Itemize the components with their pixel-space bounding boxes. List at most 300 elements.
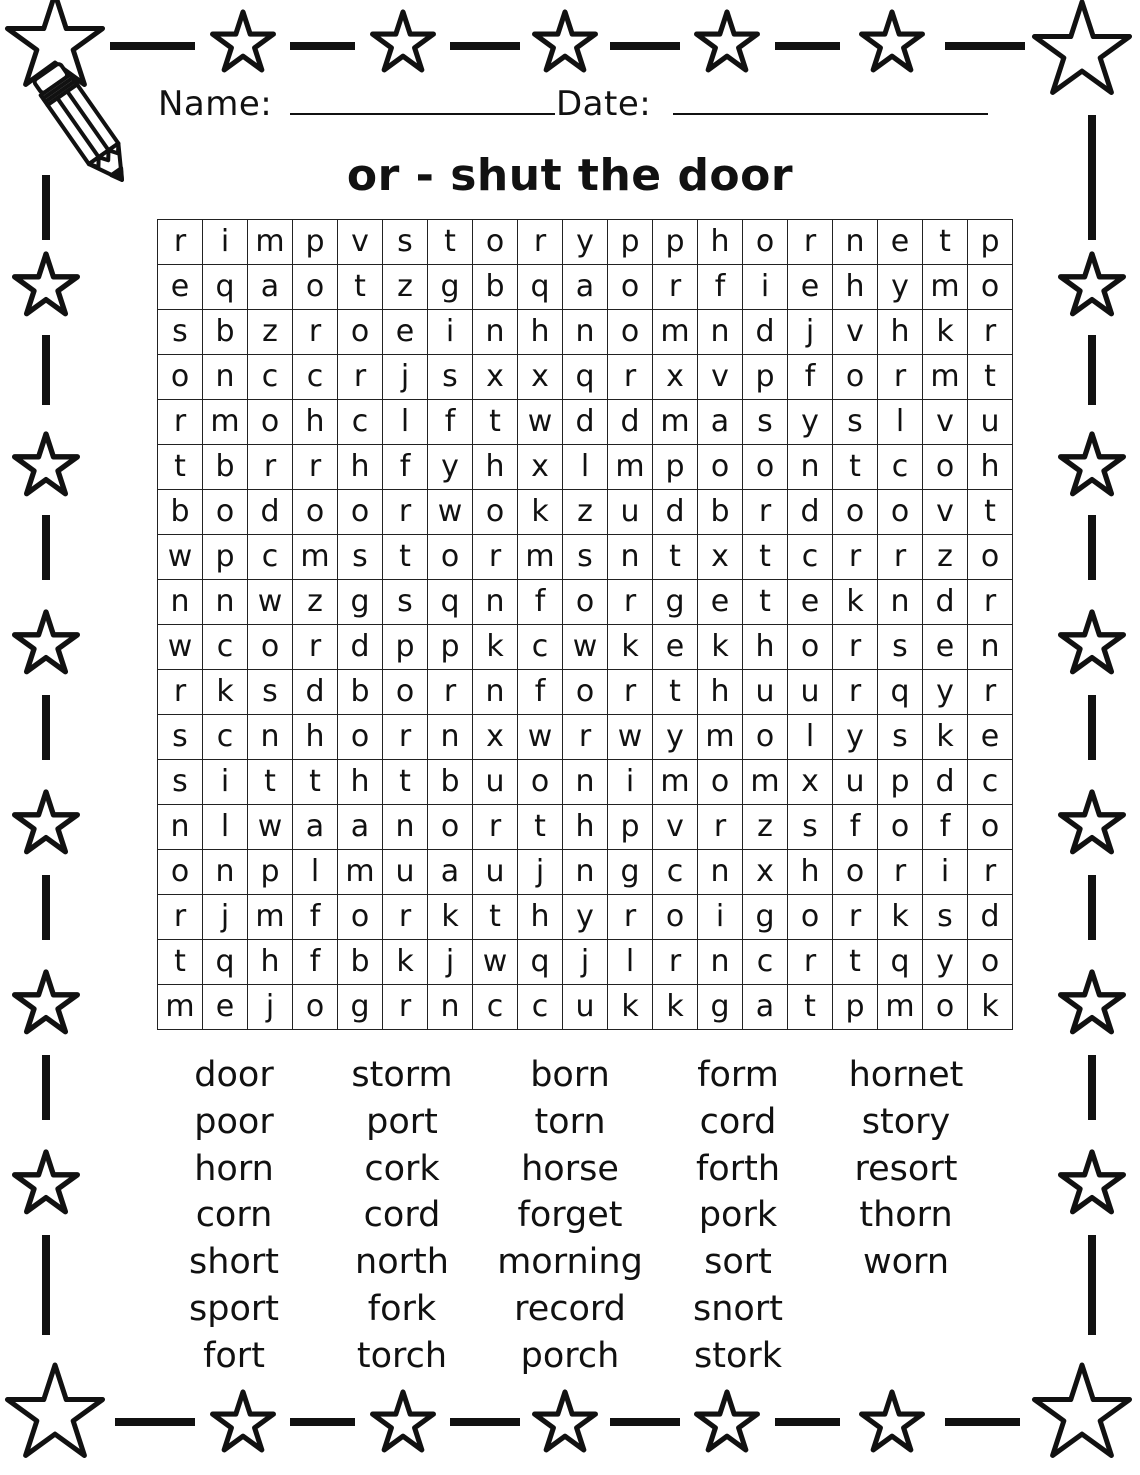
grid-cell[interactable]: a bbox=[743, 985, 788, 1030]
grid-cell[interactable]: w bbox=[563, 625, 608, 670]
grid-cell[interactable]: e bbox=[383, 310, 428, 355]
grid-cell[interactable]: n bbox=[608, 535, 653, 580]
grid-cell[interactable]: o bbox=[293, 985, 338, 1030]
grid-cell[interactable]: z bbox=[248, 310, 293, 355]
grid-cell[interactable]: f bbox=[923, 805, 968, 850]
grid-cell[interactable]: b bbox=[698, 490, 743, 535]
grid-cell[interactable]: r bbox=[158, 220, 203, 265]
grid-cell[interactable]: t bbox=[383, 535, 428, 580]
grid-cell[interactable]: r bbox=[833, 535, 878, 580]
grid-cell[interactable]: h bbox=[293, 715, 338, 760]
grid-cell[interactable]: o bbox=[968, 265, 1013, 310]
grid-cell[interactable]: o bbox=[878, 805, 923, 850]
grid-cell[interactable]: o bbox=[158, 850, 203, 895]
grid-cell[interactable]: k bbox=[428, 895, 473, 940]
grid-cell[interactable]: n bbox=[878, 580, 923, 625]
grid-cell[interactable]: d bbox=[653, 490, 698, 535]
grid-cell[interactable]: t bbox=[248, 760, 293, 805]
grid-cell[interactable]: y bbox=[653, 715, 698, 760]
grid-cell[interactable]: l bbox=[383, 400, 428, 445]
grid-cell[interactable]: o bbox=[473, 220, 518, 265]
grid-cell[interactable]: t bbox=[653, 535, 698, 580]
grid-cell[interactable]: u bbox=[743, 670, 788, 715]
grid-cell[interactable]: o bbox=[293, 265, 338, 310]
grid-cell[interactable]: t bbox=[968, 355, 1013, 400]
grid-cell[interactable]: o bbox=[968, 535, 1013, 580]
grid-cell[interactable]: p bbox=[653, 220, 698, 265]
grid-cell[interactable]: x bbox=[788, 760, 833, 805]
grid-cell[interactable]: s bbox=[338, 535, 383, 580]
grid-cell[interactable]: c bbox=[203, 715, 248, 760]
grid-cell[interactable]: y bbox=[428, 445, 473, 490]
grid-cell[interactable]: r bbox=[833, 895, 878, 940]
grid-cell[interactable]: t bbox=[833, 445, 878, 490]
grid-cell[interactable]: g bbox=[743, 895, 788, 940]
grid-cell[interactable]: f bbox=[518, 580, 563, 625]
grid-cell[interactable]: s bbox=[158, 310, 203, 355]
grid-cell[interactable]: s bbox=[743, 400, 788, 445]
grid-cell[interactable]: r bbox=[608, 580, 653, 625]
grid-cell[interactable]: q bbox=[518, 265, 563, 310]
grid-cell[interactable]: r bbox=[473, 535, 518, 580]
grid-cell[interactable]: k bbox=[968, 985, 1013, 1030]
grid-cell[interactable]: n bbox=[563, 760, 608, 805]
grid-cell[interactable]: u bbox=[563, 985, 608, 1030]
grid-cell[interactable]: k bbox=[608, 625, 653, 670]
grid-cell[interactable]: d bbox=[923, 580, 968, 625]
grid-cell[interactable]: r bbox=[563, 715, 608, 760]
grid-cell[interactable]: c bbox=[473, 985, 518, 1030]
grid-cell[interactable]: o bbox=[428, 535, 473, 580]
grid-cell[interactable]: m bbox=[518, 535, 563, 580]
grid-cell[interactable]: c bbox=[878, 445, 923, 490]
grid-cell[interactable]: f bbox=[518, 670, 563, 715]
grid-cell[interactable]: k bbox=[473, 625, 518, 670]
grid-cell[interactable]: h bbox=[698, 670, 743, 715]
grid-cell[interactable]: v bbox=[653, 805, 698, 850]
grid-cell[interactable]: n bbox=[158, 805, 203, 850]
grid-cell[interactable]: o bbox=[338, 310, 383, 355]
grid-cell[interactable]: d bbox=[248, 490, 293, 535]
grid-cell[interactable]: u bbox=[473, 850, 518, 895]
grid-cell[interactable]: n bbox=[698, 940, 743, 985]
grid-cell[interactable]: q bbox=[878, 670, 923, 715]
grid-cell[interactable]: x bbox=[473, 355, 518, 400]
grid-cell[interactable]: n bbox=[788, 445, 833, 490]
grid-cell[interactable]: o bbox=[608, 310, 653, 355]
grid-cell[interactable]: j bbox=[428, 940, 473, 985]
grid-cell[interactable]: c bbox=[743, 940, 788, 985]
grid-cell[interactable]: i bbox=[428, 310, 473, 355]
grid-cell[interactable]: g bbox=[338, 985, 383, 1030]
grid-cell[interactable]: a bbox=[338, 805, 383, 850]
grid-cell[interactable]: u bbox=[608, 490, 653, 535]
grid-cell[interactable]: t bbox=[293, 760, 338, 805]
grid-cell[interactable]: g bbox=[653, 580, 698, 625]
grid-cell[interactable]: y bbox=[563, 220, 608, 265]
grid-cell[interactable]: e bbox=[158, 265, 203, 310]
grid-cell[interactable]: r bbox=[833, 670, 878, 715]
grid-cell[interactable]: h bbox=[473, 445, 518, 490]
grid-cell[interactable]: a bbox=[248, 265, 293, 310]
grid-cell[interactable]: p bbox=[203, 535, 248, 580]
grid-cell[interactable]: i bbox=[203, 760, 248, 805]
grid-cell[interactable]: n bbox=[158, 580, 203, 625]
grid-cell[interactable]: t bbox=[743, 580, 788, 625]
grid-cell[interactable]: o bbox=[158, 355, 203, 400]
grid-cell[interactable]: m bbox=[653, 310, 698, 355]
grid-cell[interactable]: c bbox=[293, 355, 338, 400]
grid-cell[interactable]: u bbox=[833, 760, 878, 805]
grid-cell[interactable]: y bbox=[923, 670, 968, 715]
grid-cell[interactable]: o bbox=[248, 625, 293, 670]
grid-cell[interactable]: m bbox=[653, 760, 698, 805]
grid-cell[interactable]: n bbox=[428, 715, 473, 760]
grid-cell[interactable]: m bbox=[698, 715, 743, 760]
grid-cell[interactable]: a bbox=[563, 265, 608, 310]
grid-cell[interactable]: s bbox=[158, 715, 203, 760]
grid-cell[interactable]: r bbox=[833, 625, 878, 670]
grid-cell[interactable]: z bbox=[743, 805, 788, 850]
grid-cell[interactable]: b bbox=[473, 265, 518, 310]
grid-cell[interactable]: h bbox=[338, 445, 383, 490]
grid-cell[interactable]: w bbox=[158, 535, 203, 580]
grid-cell[interactable]: o bbox=[968, 805, 1013, 850]
grid-cell[interactable]: r bbox=[158, 670, 203, 715]
grid-cell[interactable]: t bbox=[473, 895, 518, 940]
grid-cell[interactable]: o bbox=[248, 400, 293, 445]
grid-cell[interactable]: t bbox=[428, 220, 473, 265]
grid-cell[interactable]: w bbox=[518, 715, 563, 760]
grid-cell[interactable]: d bbox=[608, 400, 653, 445]
grid-cell[interactable]: b bbox=[203, 445, 248, 490]
grid-cell[interactable]: l bbox=[203, 805, 248, 850]
date-field[interactable] bbox=[556, 82, 988, 126]
grid-cell[interactable]: o bbox=[518, 760, 563, 805]
grid-cell[interactable]: r bbox=[743, 490, 788, 535]
grid-cell[interactable]: r bbox=[158, 400, 203, 445]
grid-cell[interactable]: o bbox=[833, 850, 878, 895]
grid-cell[interactable]: o bbox=[833, 355, 878, 400]
grid-cell[interactable]: e bbox=[968, 715, 1013, 760]
grid-cell[interactable]: d bbox=[743, 310, 788, 355]
grid-cell[interactable]: f bbox=[293, 940, 338, 985]
grid-cell[interactable]: h bbox=[338, 760, 383, 805]
grid-cell[interactable]: b bbox=[158, 490, 203, 535]
grid-cell[interactable]: g bbox=[698, 985, 743, 1030]
name-blank-line[interactable] bbox=[290, 83, 555, 115]
grid-cell[interactable]: n bbox=[833, 220, 878, 265]
grid-cell[interactable]: d bbox=[788, 490, 833, 535]
grid-cell[interactable]: b bbox=[203, 310, 248, 355]
grid-cell[interactable]: p bbox=[383, 625, 428, 670]
grid-cell[interactable]: n bbox=[428, 985, 473, 1030]
grid-cell[interactable]: p bbox=[608, 805, 653, 850]
grid-cell[interactable]: o bbox=[338, 895, 383, 940]
grid-cell[interactable]: w bbox=[518, 400, 563, 445]
grid-cell[interactable]: a bbox=[698, 400, 743, 445]
grid-cell[interactable]: m bbox=[158, 985, 203, 1030]
grid-cell[interactable]: c bbox=[518, 985, 563, 1030]
grid-cell[interactable]: l bbox=[608, 940, 653, 985]
grid-cell[interactable]: r bbox=[248, 445, 293, 490]
grid-cell[interactable]: y bbox=[563, 895, 608, 940]
grid-cell[interactable]: o bbox=[608, 265, 653, 310]
grid-cell[interactable]: m bbox=[338, 850, 383, 895]
grid-cell[interactable]: r bbox=[968, 310, 1013, 355]
grid-cell[interactable]: o bbox=[743, 715, 788, 760]
grid-cell[interactable]: k bbox=[383, 940, 428, 985]
grid-cell[interactable]: h bbox=[518, 895, 563, 940]
grid-cell[interactable]: w bbox=[158, 625, 203, 670]
grid-cell[interactable]: o bbox=[428, 805, 473, 850]
grid-cell[interactable]: i bbox=[608, 760, 653, 805]
grid-cell[interactable]: r bbox=[293, 310, 338, 355]
grid-cell[interactable]: e bbox=[878, 220, 923, 265]
grid-cell[interactable]: r bbox=[968, 670, 1013, 715]
grid-cell[interactable]: h bbox=[563, 805, 608, 850]
grid-cell[interactable]: u bbox=[788, 670, 833, 715]
grid-cell[interactable]: t bbox=[158, 940, 203, 985]
grid-cell[interactable]: r bbox=[698, 805, 743, 850]
grid-cell[interactable]: s bbox=[878, 715, 923, 760]
grid-cell[interactable]: n bbox=[203, 580, 248, 625]
grid-cell[interactable]: e bbox=[788, 265, 833, 310]
name-field[interactable] bbox=[158, 82, 555, 126]
grid-cell[interactable]: e bbox=[698, 580, 743, 625]
grid-cell[interactable]: l bbox=[293, 850, 338, 895]
grid-cell[interactable]: h bbox=[878, 310, 923, 355]
grid-cell[interactable]: k bbox=[698, 625, 743, 670]
grid-cell[interactable]: n bbox=[968, 625, 1013, 670]
grid-cell[interactable]: n bbox=[473, 670, 518, 715]
grid-cell[interactable]: j bbox=[383, 355, 428, 400]
grid-cell[interactable]: o bbox=[338, 715, 383, 760]
grid-cell[interactable]: v bbox=[833, 310, 878, 355]
grid-cell[interactable]: p bbox=[743, 355, 788, 400]
grid-cell[interactable]: n bbox=[563, 850, 608, 895]
grid-cell[interactable]: c bbox=[788, 535, 833, 580]
grid-cell[interactable]: r bbox=[608, 670, 653, 715]
grid-cell[interactable]: b bbox=[338, 670, 383, 715]
grid-cell[interactable]: y bbox=[788, 400, 833, 445]
grid-cell[interactable]: f bbox=[833, 805, 878, 850]
grid-cell[interactable]: m bbox=[608, 445, 653, 490]
grid-cell[interactable]: r bbox=[428, 670, 473, 715]
grid-cell[interactable]: s bbox=[563, 535, 608, 580]
grid-cell[interactable]: p bbox=[293, 220, 338, 265]
grid-cell[interactable]: m bbox=[923, 265, 968, 310]
grid-cell[interactable]: l bbox=[788, 715, 833, 760]
grid-cell[interactable]: s bbox=[158, 760, 203, 805]
grid-cell[interactable]: j bbox=[788, 310, 833, 355]
grid-cell[interactable]: h bbox=[833, 265, 878, 310]
grid-cell[interactable]: s bbox=[383, 220, 428, 265]
grid-cell[interactable]: k bbox=[203, 670, 248, 715]
grid-cell[interactable]: q bbox=[518, 940, 563, 985]
grid-cell[interactable]: h bbox=[293, 400, 338, 445]
grid-cell[interactable]: z bbox=[563, 490, 608, 535]
grid-cell[interactable]: y bbox=[878, 265, 923, 310]
grid-cell[interactable]: m bbox=[293, 535, 338, 580]
grid-cell[interactable]: k bbox=[608, 985, 653, 1030]
grid-cell[interactable]: o bbox=[293, 490, 338, 535]
grid-cell[interactable]: m bbox=[743, 760, 788, 805]
grid-cell[interactable]: y bbox=[923, 940, 968, 985]
grid-cell[interactable]: w bbox=[248, 805, 293, 850]
grid-cell[interactable]: f bbox=[788, 355, 833, 400]
grid-cell[interactable]: b bbox=[428, 760, 473, 805]
grid-cell[interactable]: t bbox=[788, 985, 833, 1030]
grid-cell[interactable]: c bbox=[338, 400, 383, 445]
grid-cell[interactable]: p bbox=[248, 850, 293, 895]
grid-cell[interactable]: o bbox=[923, 445, 968, 490]
grid-cell[interactable]: r bbox=[608, 895, 653, 940]
grid-cell[interactable]: s bbox=[923, 895, 968, 940]
grid-cell[interactable]: r bbox=[968, 850, 1013, 895]
grid-cell[interactable]: r bbox=[158, 895, 203, 940]
grid-cell[interactable]: j bbox=[563, 940, 608, 985]
grid-cell[interactable]: k bbox=[923, 310, 968, 355]
grid-cell[interactable]: x bbox=[473, 715, 518, 760]
grid-cell[interactable]: s bbox=[878, 625, 923, 670]
grid-cell[interactable]: f bbox=[698, 265, 743, 310]
grid-cell[interactable]: u bbox=[968, 400, 1013, 445]
grid-cell[interactable]: l bbox=[878, 400, 923, 445]
grid-cell[interactable]: j bbox=[248, 985, 293, 1030]
grid-cell[interactable]: u bbox=[383, 850, 428, 895]
grid-cell[interactable]: r bbox=[788, 940, 833, 985]
grid-cell[interactable]: w bbox=[473, 940, 518, 985]
grid-cell[interactable]: c bbox=[203, 625, 248, 670]
grid-cell[interactable]: k bbox=[518, 490, 563, 535]
grid-cell[interactable]: o bbox=[563, 670, 608, 715]
grid-cell[interactable]: o bbox=[833, 490, 878, 535]
grid-cell[interactable]: v bbox=[338, 220, 383, 265]
grid-cell[interactable]: r bbox=[383, 985, 428, 1030]
grid-cell[interactable]: i bbox=[698, 895, 743, 940]
grid-cell[interactable]: o bbox=[698, 760, 743, 805]
grid-cell[interactable]: x bbox=[518, 355, 563, 400]
grid-cell[interactable]: y bbox=[833, 715, 878, 760]
grid-cell[interactable]: g bbox=[428, 265, 473, 310]
grid-cell[interactable]: t bbox=[743, 535, 788, 580]
grid-cell[interactable]: s bbox=[383, 580, 428, 625]
grid-cell[interactable]: d bbox=[923, 760, 968, 805]
grid-cell[interactable]: j bbox=[203, 895, 248, 940]
grid-cell[interactable]: s bbox=[833, 400, 878, 445]
grid-cell[interactable]: q bbox=[203, 940, 248, 985]
grid-cell[interactable]: p bbox=[653, 445, 698, 490]
grid-cell[interactable]: f bbox=[428, 400, 473, 445]
grid-cell[interactable]: t bbox=[158, 445, 203, 490]
grid-cell[interactable]: t bbox=[518, 805, 563, 850]
grid-cell[interactable]: h bbox=[788, 850, 833, 895]
grid-cell[interactable]: m bbox=[653, 400, 698, 445]
grid-cell[interactable]: p bbox=[428, 625, 473, 670]
grid-cell[interactable]: n bbox=[698, 310, 743, 355]
grid-cell[interactable]: r bbox=[383, 490, 428, 535]
grid-cell[interactable]: n bbox=[563, 310, 608, 355]
date-blank-line[interactable] bbox=[673, 83, 988, 115]
grid-cell[interactable]: q bbox=[203, 265, 248, 310]
grid-cell[interactable]: o bbox=[203, 490, 248, 535]
grid-cell[interactable]: h bbox=[698, 220, 743, 265]
grid-cell[interactable]: c bbox=[653, 850, 698, 895]
grid-cell[interactable]: s bbox=[248, 670, 293, 715]
grid-cell[interactable]: r bbox=[968, 580, 1013, 625]
grid-cell[interactable]: i bbox=[203, 220, 248, 265]
grid-cell[interactable]: e bbox=[788, 580, 833, 625]
grid-cell[interactable]: e bbox=[203, 985, 248, 1030]
grid-cell[interactable]: p bbox=[833, 985, 878, 1030]
grid-cell[interactable]: r bbox=[518, 220, 563, 265]
grid-cell[interactable]: p bbox=[968, 220, 1013, 265]
grid-cell[interactable]: n bbox=[383, 805, 428, 850]
grid-cell[interactable]: c bbox=[248, 355, 293, 400]
grid-cell[interactable]: c bbox=[518, 625, 563, 670]
grid-cell[interactable]: c bbox=[248, 535, 293, 580]
grid-cell[interactable]: k bbox=[653, 985, 698, 1030]
grid-cell[interactable]: r bbox=[293, 625, 338, 670]
grid-cell[interactable]: r bbox=[653, 265, 698, 310]
grid-cell[interactable]: q bbox=[878, 940, 923, 985]
grid-cell[interactable]: r bbox=[383, 715, 428, 760]
grid-cell[interactable]: q bbox=[563, 355, 608, 400]
grid-cell[interactable]: x bbox=[518, 445, 563, 490]
grid-cell[interactable]: w bbox=[428, 490, 473, 535]
grid-cell[interactable]: n bbox=[203, 355, 248, 400]
grid-cell[interactable]: z bbox=[383, 265, 428, 310]
grid-cell[interactable]: v bbox=[698, 355, 743, 400]
grid-cell[interactable]: r bbox=[653, 940, 698, 985]
grid-cell[interactable]: x bbox=[698, 535, 743, 580]
grid-cell[interactable]: o bbox=[923, 985, 968, 1030]
grid-cell[interactable]: d bbox=[293, 670, 338, 715]
grid-cell[interactable]: o bbox=[698, 445, 743, 490]
grid-cell[interactable]: o bbox=[968, 940, 1013, 985]
grid-cell[interactable]: f bbox=[383, 445, 428, 490]
grid-cell[interactable]: n bbox=[203, 850, 248, 895]
grid-cell[interactable]: n bbox=[473, 580, 518, 625]
grid-cell[interactable]: v bbox=[923, 400, 968, 445]
grid-cell[interactable]: l bbox=[563, 445, 608, 490]
grid-cell[interactable]: h bbox=[743, 625, 788, 670]
grid-cell[interactable]: o bbox=[653, 895, 698, 940]
grid-cell[interactable]: m bbox=[203, 400, 248, 445]
grid-cell[interactable]: h bbox=[248, 940, 293, 985]
grid-cell[interactable]: w bbox=[248, 580, 293, 625]
grid-cell[interactable]: g bbox=[608, 850, 653, 895]
grid-cell[interactable]: t bbox=[923, 220, 968, 265]
grid-cell[interactable]: c bbox=[968, 760, 1013, 805]
grid-cell[interactable]: t bbox=[968, 490, 1013, 535]
grid-cell[interactable]: r bbox=[878, 535, 923, 580]
grid-cell[interactable]: h bbox=[518, 310, 563, 355]
grid-cell[interactable]: o bbox=[563, 580, 608, 625]
grid-cell[interactable]: x bbox=[653, 355, 698, 400]
grid-cell[interactable]: j bbox=[518, 850, 563, 895]
grid-cell[interactable]: b bbox=[338, 940, 383, 985]
grid-cell[interactable]: x bbox=[743, 850, 788, 895]
grid-cell[interactable]: w bbox=[608, 715, 653, 760]
grid-cell[interactable]: r bbox=[473, 805, 518, 850]
grid-cell[interactable]: t bbox=[653, 670, 698, 715]
grid-cell[interactable]: t bbox=[338, 265, 383, 310]
grid-cell[interactable]: t bbox=[833, 940, 878, 985]
grid-cell[interactable]: o bbox=[788, 895, 833, 940]
grid-cell[interactable]: m bbox=[248, 895, 293, 940]
